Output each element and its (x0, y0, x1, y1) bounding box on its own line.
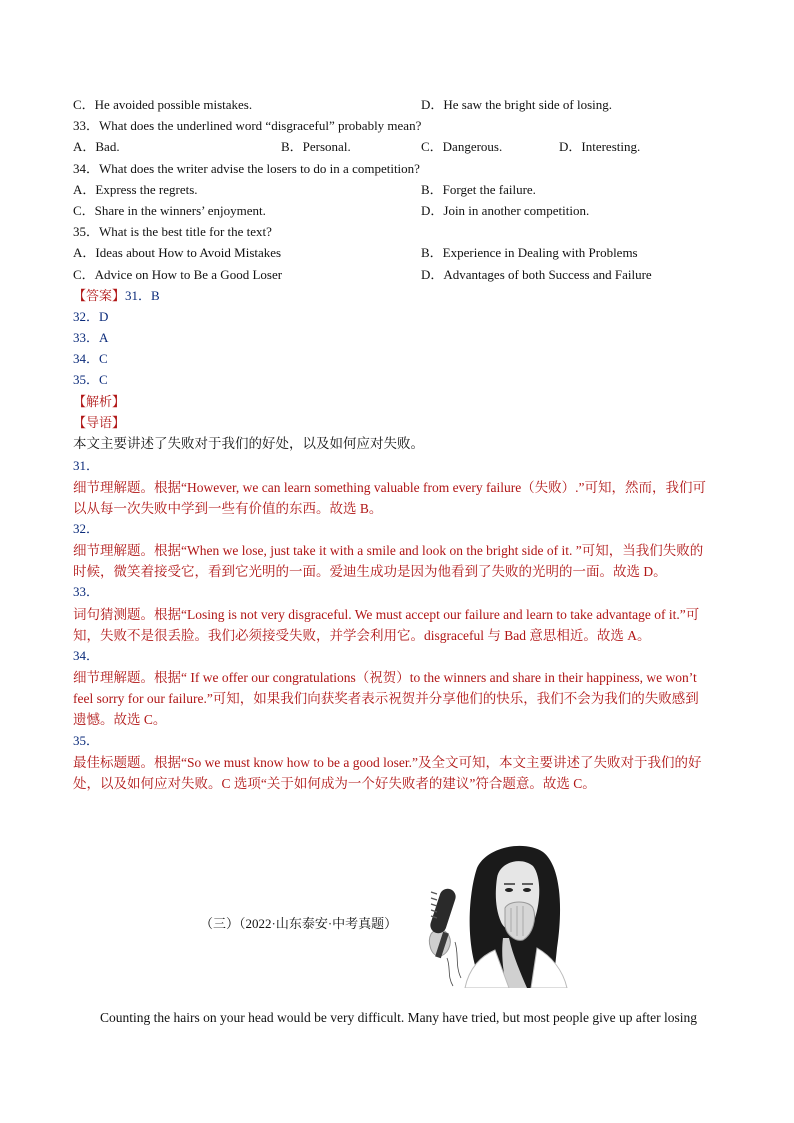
analysis-33-line: 词句猜测题。根据“Losing is not very disgraceful. We must accept our failure and learn to take advantage of it.”可 (73, 607, 700, 622)
q35-stem: 35．What is the best title for the text? (73, 224, 272, 239)
q35-options-row-2 (73, 267, 652, 283)
answer-row (73, 288, 160, 304)
analysis-34-line: 细节理解题。根据“ If we offer our congratulations（祝贺）to the winners and share in their happiness, we won’t (73, 670, 697, 685)
q35-option-c: C．Advice on How to Be a Good Loser (73, 267, 283, 282)
q32-option-c: C．He avoided possible mistakes. (73, 97, 253, 112)
analysis-34-num: 34． (73, 648, 100, 663)
q34-options-row-2 (73, 203, 590, 219)
q33-stem: 33．What does the underlined word “disgraceful” probably mean? (73, 118, 422, 133)
guide-text: 本文主要讲述了失败对于我们的好处，以及如何应对失败。 (73, 436, 424, 451)
answer-31: 31．B (125, 288, 160, 303)
analysis-35-num: 35． (73, 733, 100, 748)
q33-option-b: B．Personal. (281, 139, 351, 154)
analysis-34-line: 遗憾。故选 C。 (73, 712, 167, 727)
guide-label: 【导语】 (73, 415, 126, 430)
analysis-34-line: feel sorry for our failure.”可知，如果我们向获奖者表示祝贺并分享他们的快乐，我们不会为我们的失败感到 (73, 691, 699, 706)
analysis-32-line: 细节理解题。根据“When we lose, just take it with a smile and look on the bright side of it. ”可知，当我们失败的 (73, 543, 704, 558)
q35-option-b: B．Experience in Dealing with Problems (421, 245, 638, 260)
q34-option-d: D．Join in another competition. (421, 203, 590, 218)
analysis-35-text (73, 752, 723, 794)
analysis-31-num: 31． (73, 458, 100, 473)
analysis-31-line: 以从每一次失败中学到一些有价值的东西。故选 B。 (73, 501, 383, 516)
q33-option-a: A．Bad. (73, 139, 120, 154)
analysis-32-num: 32． (73, 521, 100, 536)
answer-label: 【答案】 (73, 288, 126, 303)
analysis-33-line: 知，失败不是很丢脸。我们必须接受失败，并学会利用它。disgraceful 与 Bad 意思相近。故选 A。 (73, 628, 651, 643)
q34-option-b: B．Forget the failure. (421, 182, 536, 197)
q35-option-d: D．Advantages of both Success and Failure (421, 267, 652, 282)
analysis-33-num: 33． (73, 584, 100, 599)
q34-option-a: A．Express the regrets. (73, 182, 198, 197)
analysis-32-text (73, 540, 723, 582)
q32-option-d: D．He saw the bright side of losing. (421, 97, 613, 112)
q33-option-c: C．Dangerous. (421, 139, 503, 154)
section-caption: （三）（2022·山东泰安·中考真题） (200, 916, 398, 931)
answer-32: 32．D (73, 309, 109, 324)
analysis-32-line: 时候，微笑着接受它，看到它光明的一面。爱迪生成功是因为他看到了失败的光明的一面。故选 D。 (73, 564, 667, 579)
analysis-35-line: 最佳标题题。根据“So we must know how to be a good loser.”及全文可知，本文主要讲述了失败对于我们的好 (73, 755, 702, 770)
q34-option-c: C．Share in the winners’ enjoyment. (73, 203, 266, 218)
woman-with-hairbrush-image (425, 838, 605, 988)
answer-34: 34．C (73, 351, 108, 366)
analysis-label: 【解析】 (73, 394, 126, 409)
q35-option-a: A．Ideas about How to Avoid Mistakes (73, 245, 282, 260)
answer-33: 33．A (73, 330, 109, 345)
q34-stem: 34．What does the writer advise the losers to do in a competition? (73, 161, 420, 176)
q35-options-row-1 (73, 245, 638, 261)
q32-options-row (73, 97, 613, 113)
answer-35: 35．C (73, 372, 108, 387)
q33-options-row (73, 139, 641, 155)
q34-options-row-1 (73, 182, 536, 198)
analysis-31-line: 细节理解题。根据“However, we can learn something valuable from every failure（失败）.”可知，然而，我们可 (73, 480, 707, 495)
analysis-35-line: 处，以及如何应对失败。C 选项“关于如何成为一个好失败者的建议”符合题意。故选 C。 (73, 776, 596, 791)
analysis-31-text (73, 477, 723, 519)
q33-option-d: D．Interesting. (559, 139, 641, 154)
analysis-34-text (73, 667, 723, 730)
passage-first-line: Counting the hairs on your head would be very difficult. Many have tried, but most people give up after losing (100, 1010, 697, 1025)
analysis-33-text (73, 604, 723, 646)
